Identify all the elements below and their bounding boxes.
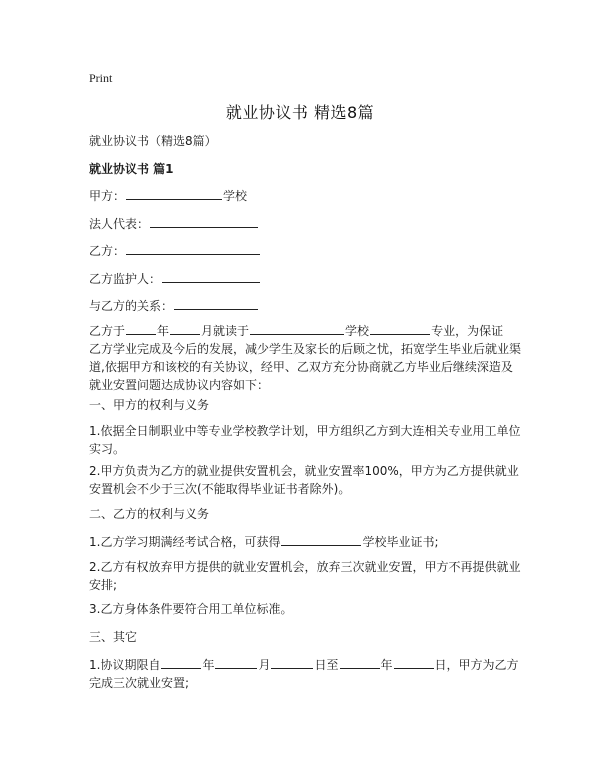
section-1-item-1-row-1: 1.依据全日制职业中等专业学校教学计划，甲方组织乙方到大连相关专业用工单位 bbox=[89, 424, 521, 438]
intro-blank-major bbox=[370, 322, 430, 335]
party-b-line bbox=[89, 242, 261, 261]
section-3-item-1-row-2: 完成三次就业安置; bbox=[89, 676, 190, 690]
s3-text-6: 日，甲方为乙方 bbox=[434, 658, 519, 672]
legal-rep-blank bbox=[150, 215, 258, 228]
intro-paragraph bbox=[89, 322, 522, 394]
party-b-label: 乙方： bbox=[89, 244, 126, 258]
party-b-blank bbox=[126, 242, 260, 255]
intro-blank-school bbox=[250, 322, 344, 335]
intro-text-4: 学校 bbox=[345, 324, 370, 338]
intro-blank-month bbox=[170, 322, 200, 335]
section-2-item-3: 3.乙方身体条件要符合用工单位标准。 bbox=[89, 602, 293, 616]
section-2-heading: 二、乙方的权利与义务 bbox=[89, 507, 210, 521]
section-2-item-1-text: 1.乙方学习期满经考试合格，可获得 bbox=[89, 535, 281, 549]
s3-text-5: 年 bbox=[380, 658, 393, 672]
section-2-item-1-blank bbox=[281, 533, 361, 546]
section-1-item-2-row-1: 2.甲方负责为乙方的就业提供安置机会，就业安置率100%，甲方为乙方提供就业 bbox=[89, 464, 519, 478]
print-link[interactable]: Print bbox=[89, 71, 113, 85]
section-3-item-1 bbox=[89, 656, 519, 692]
s3-blank-5 bbox=[394, 656, 434, 669]
party-a-line bbox=[89, 187, 247, 206]
section-2-item-2 bbox=[89, 558, 519, 594]
s3-blank-4 bbox=[340, 656, 380, 669]
s3-blank-3 bbox=[271, 656, 313, 669]
s3-text-4: 日至 bbox=[314, 658, 339, 672]
section-1-heading: 一、甲方的权利与义务 bbox=[89, 398, 210, 412]
legal-rep-label: 法人代表： bbox=[89, 217, 150, 231]
section-1-item-2 bbox=[89, 462, 519, 498]
intro-text-5: 专业，为保证 bbox=[431, 324, 504, 338]
section-2-item-1-suffix: 学校毕业证书; bbox=[362, 535, 439, 549]
guardian-blank bbox=[162, 270, 260, 283]
intro-row-3: 道,依据甲方和该校的有关协议，经甲、乙双方充分协商就乙方毕业后继续深造及 bbox=[89, 360, 513, 374]
s3-text-1: 1.协议期限自 bbox=[89, 658, 161, 672]
intro-text-2: 年 bbox=[157, 324, 170, 338]
intro-row-4: 就业安置问题达成协议内容如下： bbox=[89, 378, 270, 392]
section-2-item-2-row-1: 2.乙方有权放弃甲方提供的就业安置机会，放弃三次就业安置，甲方不再提供就业 bbox=[89, 560, 521, 574]
section-2-item-1 bbox=[89, 533, 439, 552]
section-2-item-2-row-2: 安排; bbox=[89, 578, 118, 592]
document-subtitle: 就业协议书（精选8篇） bbox=[89, 134, 217, 148]
section-1-item-1 bbox=[89, 422, 519, 458]
intro-blank-year bbox=[126, 322, 156, 335]
intro-text-1: 乙方于 bbox=[89, 324, 126, 338]
intro-row-2: 乙方学业完成及今后的发展，减少学生及家长的后顾之忧，拓宽学生毕业后就业渠 bbox=[89, 342, 522, 356]
party-a-blank bbox=[126, 187, 222, 200]
s3-text-2: 年 bbox=[202, 658, 215, 672]
section-3-heading: 三、其它 bbox=[89, 630, 138, 644]
relation-blank bbox=[174, 297, 258, 310]
relation-line bbox=[89, 297, 259, 316]
section-3-item-1-row-1 bbox=[89, 656, 519, 674]
document-title: 就业协议书 精选8篇 bbox=[225, 103, 375, 122]
section-title: 就业协议书 篇1 bbox=[89, 162, 174, 176]
s3-blank-2 bbox=[215, 656, 257, 669]
guardian-line bbox=[89, 270, 261, 289]
legal-rep-line bbox=[89, 215, 259, 234]
section-1-item-1-row-2: 实习。 bbox=[89, 442, 126, 456]
section-1-item-2-row-2: 安置机会不少于三次(不能取得毕业证书者除外)。 bbox=[89, 482, 351, 496]
relation-label: 与乙方的关系： bbox=[89, 299, 174, 313]
s3-blank-1 bbox=[161, 656, 201, 669]
s3-text-3: 月 bbox=[258, 658, 271, 672]
party-a-suffix: 学校 bbox=[223, 189, 248, 203]
party-a-label: 甲方： bbox=[89, 189, 126, 203]
intro-row-1 bbox=[89, 322, 519, 340]
intro-text-3: 月就读于 bbox=[201, 324, 250, 338]
guardian-label: 乙方监护人： bbox=[89, 272, 162, 286]
